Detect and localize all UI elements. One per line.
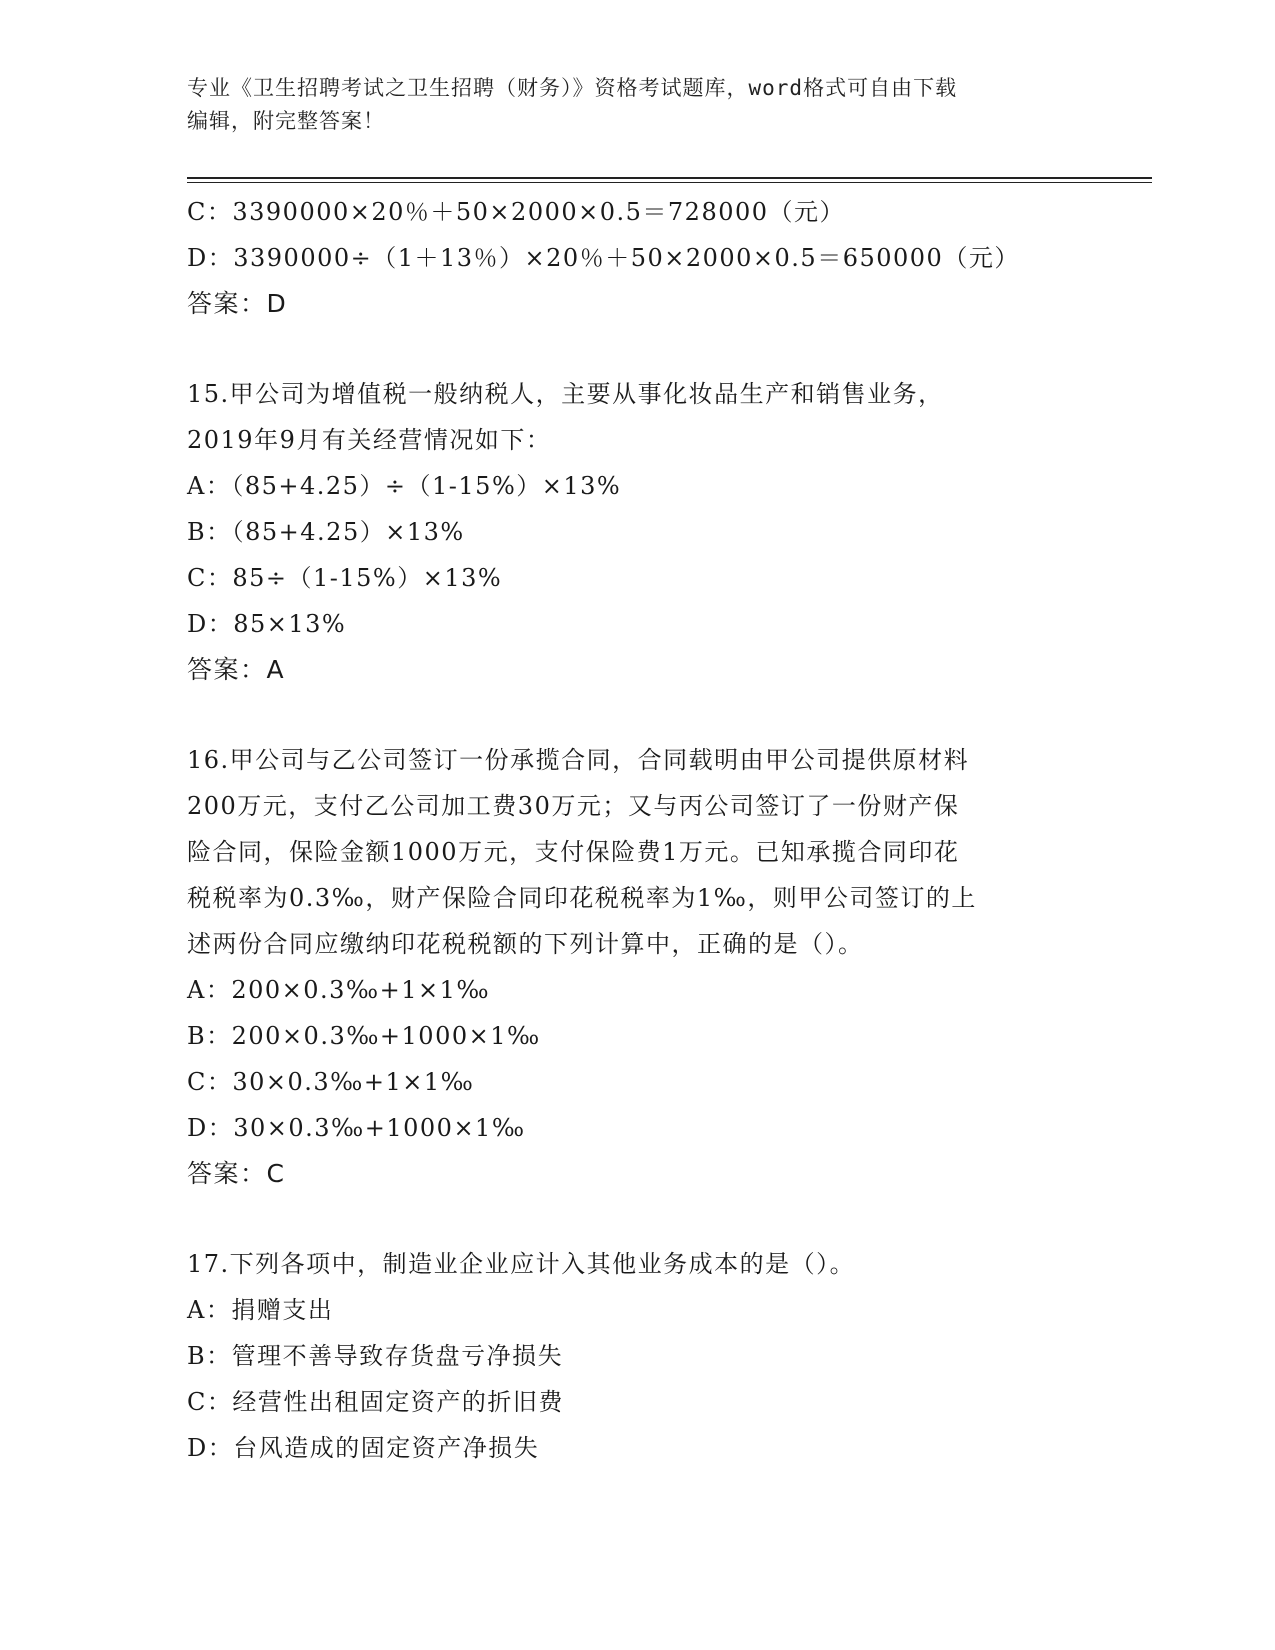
answer-line: 答案：C [187, 1159, 286, 1188]
option-b: B：管理不善导致存货盘亏净损失 [187, 1342, 564, 1370]
header-divider-thick [187, 177, 1152, 179]
question-stem: 16.甲公司与乙公司签订一份承揽合同，合同载明由甲公司提供原材料 [187, 746, 970, 774]
question-stem: 200万元，支付乙公司加工费30万元；又与丙公司签订了一份财产保 [187, 792, 960, 820]
question-15 [187, 371, 1087, 693]
question-stem: 险合同，保险金额1000万元，支付保险费1万元。已知承揽合同印花 [187, 838, 960, 866]
question-content [187, 189, 1087, 1471]
page-header [187, 72, 1087, 138]
question-stem: 15.甲公司为增值税一般纳税人，主要从事化妆品生产和销售业务， [187, 380, 944, 408]
question-stem: 税税率为0.3‰，财产保险合同印花税税率为1‰，则甲公司签订的上 [187, 884, 977, 912]
question-stem: 17.下列各项中，制造业企业应计入其他业务成本的是（）。 [187, 1250, 856, 1278]
option-d: D：3390000÷（1＋13％）×20％＋50×2000×0.5＝650000（元） [187, 244, 1020, 272]
option-c: C：经营性出租固定资产的折旧费 [187, 1388, 564, 1416]
header-divider-thin [187, 182, 1152, 183]
answer-line: 答案：A [187, 655, 286, 684]
option-b: B：（85+4.25）×13% [187, 518, 465, 546]
option-c: C：85÷（1-15%）×13% [187, 564, 503, 592]
option-b: B：200×0.3‰+1000×1‰ [187, 1022, 541, 1050]
question-stem: 2019年9月有关经营情况如下： [187, 426, 552, 454]
question-16 [187, 737, 1087, 1197]
option-a: A：捐赠支出 [187, 1296, 334, 1324]
option-c: C：30×0.3‰+1×1‰ [187, 1068, 475, 1096]
option-c: C：3390000×20％＋50×2000×0.5＝728000（元） [187, 198, 846, 226]
spacer [187, 693, 1087, 737]
header-line-2: 编辑，附完整答案！ [187, 109, 385, 133]
option-d: D：85×13% [187, 610, 347, 638]
spacer [187, 1197, 1087, 1241]
header-line-1: 专业《卫生招聘考试之卫生招聘（财务）》资格考试题库，word格式可自由下载 [187, 76, 958, 100]
question-17 [187, 1241, 1087, 1471]
question-stem: 述两份合同应缴纳印花税税额的下列计算中，正确的是（）。 [187, 930, 864, 958]
option-a: A：200×0.3‰+1×1‰ [187, 976, 491, 1004]
spacer [187, 327, 1087, 371]
option-d: D：台风造成的固定资产净损失 [187, 1434, 540, 1462]
question-14-tail [187, 189, 1087, 327]
answer-line: 答案：D [187, 289, 288, 318]
option-a: A：（85+4.25）÷（1-15%）×13% [187, 472, 622, 500]
option-d: D：30×0.3‰+1000×1‰ [187, 1114, 526, 1142]
